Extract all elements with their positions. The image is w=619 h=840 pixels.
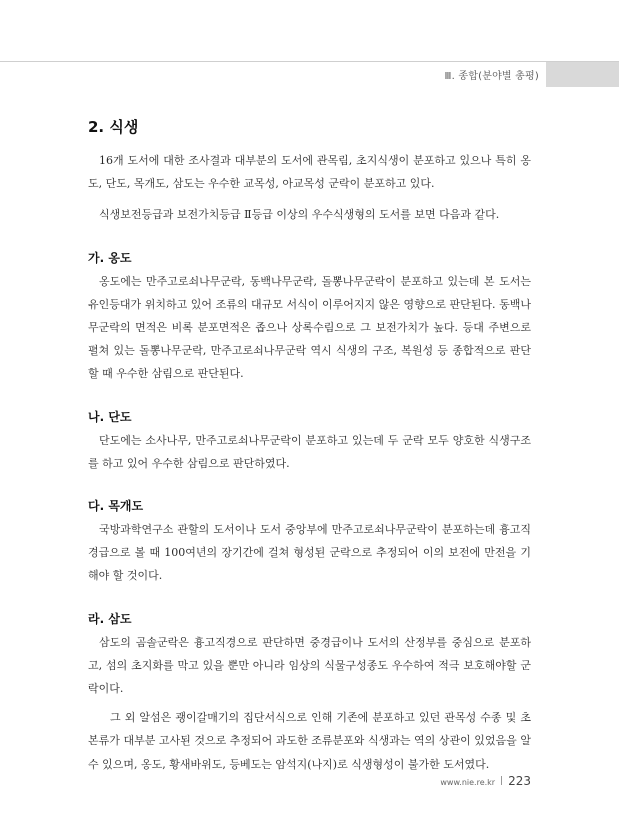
chapter-header: Ⅲ. 종합(분야별 총평) [444, 71, 539, 82]
subsection-title-samdo: 라. 삼도 [88, 611, 132, 626]
header-rule [0, 61, 619, 62]
subsection-paragraph: 단도에는 소사나무, 만주고로쇠나무군락이 분포하고 있는데 두 군락 모두 양호한 식생구조를 하고 있어 우수한 삼림으로 판단하였다. [88, 433, 531, 470]
footer-url: www.nie.re.kr [440, 778, 496, 787]
subsection-paragraph: 국방과학연구소 관할의 도서이나 도서 중앙부에 만주고로쇠나무군락이 분포하는데 흉고직경급으로 볼 때 100여년의 장기간에 걸쳐 형성된 군락으로 추정되어 이의 보전에 만전을 기해야 할 것이다. [88, 523, 531, 583]
page-number: 223 [508, 774, 531, 788]
intro-paragraph: 16개 도서에 대한 조사결과 대부분의 도서에 관목림, 초지식생이 분포하고 있으나 특히 옹도, 단도, 목개도, 삼도는 우수한 교목성, 아교목성 군락이 분포하고 있다. [88, 154, 531, 191]
intro-paragraph: 식생보전등급과 보전가치등급 Ⅱ등급 이상의 우수식생형의 도서를 보면 다음과 같다. [99, 208, 500, 222]
subsection-title-mokgaedo: 다. 목개도 [88, 499, 144, 514]
header-tab [546, 62, 619, 87]
closing-paragraph: 그 외 알섬은 괭이갈매기의 집단서식으로 인해 기존에 분포하고 있던 관목성 수종 및 초본류가 대부분 고사된 것으로 추정되어 과도한 조류분포와 식생과는 역의 상관이 있었음을 알 수 있으며, 옹도, 황새바위도, 등베도는 암석지(나지)로 식생형성이 불가한 도서였다. [88, 711, 531, 771]
section-title: 2. 식생 [88, 118, 139, 136]
footer-divider [501, 776, 502, 785]
subsection-paragraph: 삼도의 곰솔군락은 흉고직경으로 판단하면 중경급이나 도서의 산정부를 중심으로 분포하고, 섬의 초지화를 막고 있을 뿐만 아니라 임상의 식물구성종도 우수하여 적극 보호해야할 군락이다. [88, 635, 531, 696]
main-content [88, 116, 531, 776]
subsection-title-ongdo: 가. 옹도 [88, 250, 132, 265]
subsection-paragraph: 옹도에는 만주고로쇠나무군락, 동백나무군락, 돌뽕나무군락이 분포하고 있는데 본 도서는 유인등대가 위치하고 있어 조류의 대규모 서식이 이루어지지 않은 영향으로 판단된다. 동백나무군락의 면적은 비록 분포면적은 좁으나 상록수림으로 그 보전가치가 높다. 등대 주변으로 펼쳐 있는 돌뽕나무군락, 만주고로쇠나무군락 역시 식생의 구조, 복원성 등 종합적으로 판단할 때 우수한 삼림으로 판단된다. [88, 274, 531, 381]
subsection-title-dando: 나. 단도 [88, 409, 132, 424]
page-footer [440, 774, 531, 788]
